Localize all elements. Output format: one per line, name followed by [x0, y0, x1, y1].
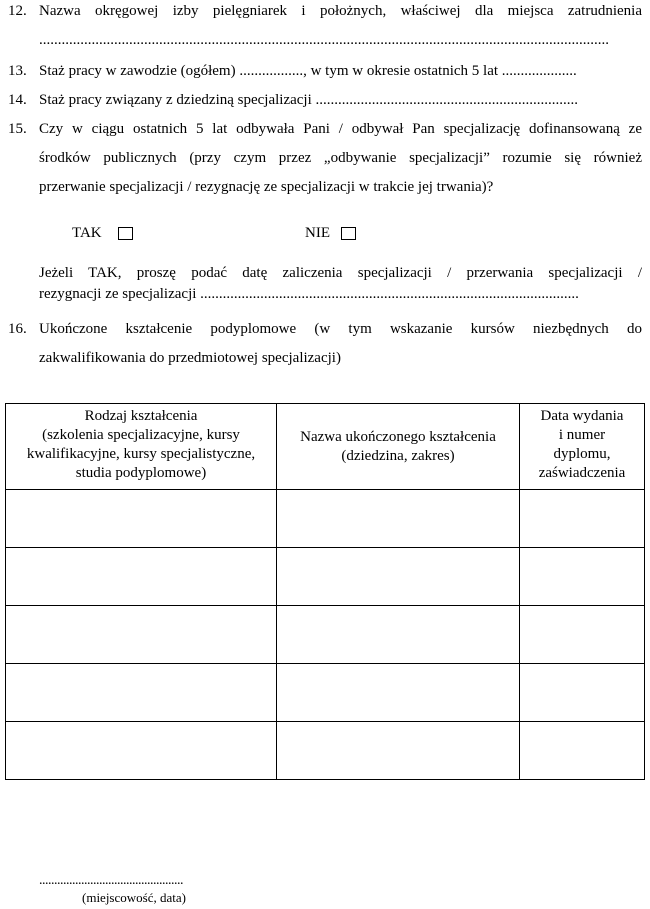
- table-cell[interactable]: [277, 664, 520, 722]
- question-text-line: Ukończone kształcenie podyplomowe (w tym wskazanie kursów niezbędnych do: [39, 321, 642, 337]
- table-cell[interactable]: [277, 606, 520, 664]
- table-cell[interactable]: [520, 548, 645, 606]
- table-cell[interactable]: [277, 722, 520, 780]
- answer-field-izba[interactable]: ........................................................................................................................................................: [39, 32, 609, 48]
- question-text-line: zakwalifikowania do przedmiotowej specjalizacji): [39, 350, 341, 366]
- table-cell[interactable]: [277, 490, 520, 548]
- education-table: [5, 403, 645, 780]
- header-line: dyplomu,: [553, 446, 611, 462]
- no-label: NIE: [305, 225, 330, 241]
- header-diploma-date: [520, 404, 645, 490]
- question-text: Staż pracy związany z dziedziną specjalizacji ......................................................................: [39, 92, 579, 108]
- header-line: Rodzaj kształcenia: [84, 408, 198, 424]
- yes-checkbox[interactable]: [118, 227, 133, 240]
- table-row: [6, 490, 645, 548]
- question-text: Staż pracy w zawodzie (ogółem) ................., w tym w okresie ostatnich 5 lat ....................: [39, 63, 577, 79]
- header-line: i numer: [558, 427, 606, 443]
- no-checkbox[interactable]: [341, 227, 356, 240]
- table-row: [6, 664, 645, 722]
- question-number: 12.: [8, 3, 27, 19]
- header-education-name: [277, 404, 520, 490]
- yes-label: TAK: [72, 225, 102, 241]
- table-cell[interactable]: [520, 722, 645, 780]
- table-row: [6, 606, 645, 664]
- table-cell[interactable]: [520, 490, 645, 548]
- header-line: Data wydania: [540, 408, 624, 424]
- question-text: Nazwa okręgowej izby pielęgniarek i położnych, właściwej dla miejsca zatrudnienia: [39, 3, 642, 19]
- question-number: 15.: [8, 121, 27, 137]
- table-row: [6, 722, 645, 780]
- table-cell[interactable]: [6, 664, 277, 722]
- question-text-line: środków publicznych (przy czym przez „odbywanie specjalizacji” rozumie się również: [39, 150, 642, 166]
- header-line: zaświadczenia: [538, 465, 626, 481]
- table-cell[interactable]: [6, 548, 277, 606]
- if-yes-text: rezygnacji ze specjalizacji .....................................................................................................: [39, 286, 579, 302]
- table-cell[interactable]: [6, 722, 277, 780]
- if-yes-text: Jeżeli TAK, proszę podać datę zaliczenia specjalizacji / przerwania specjalizacji /: [39, 265, 642, 281]
- header-line: studia podyplomowe): [75, 465, 207, 481]
- header-line: Nazwa ukończonego kształcenia: [300, 428, 496, 445]
- table-header-row: [6, 404, 645, 490]
- question-number: 14.: [8, 92, 27, 108]
- table-cell[interactable]: [6, 490, 277, 548]
- header-education-type: [6, 404, 277, 490]
- place-date-field[interactable]: ................................................: [39, 873, 183, 888]
- table-cell[interactable]: [520, 606, 645, 664]
- question-number: 13.: [8, 63, 27, 79]
- table-cell[interactable]: [520, 664, 645, 722]
- question-text-line: przerwanie specjalizacji / rezygnację ze specjalizacji w trakcie jej trwania)?: [39, 179, 494, 195]
- table-cell[interactable]: [6, 606, 277, 664]
- header-line: (szkolenia specjalizacyjne, kursy: [42, 427, 240, 443]
- table-row: [6, 548, 645, 606]
- question-text-line: Czy w ciągu ostatnich 5 lat odbywała Pani / odbywał Pan specjalizację dofinansowaną ze: [39, 121, 642, 137]
- header-line: (dziedzina, zakres): [341, 447, 455, 464]
- table-cell[interactable]: [277, 548, 520, 606]
- question-number: 16.: [8, 321, 27, 337]
- place-date-label: (miejscowość, data): [82, 890, 186, 905]
- header-line: kwalifikacyjne, kursy specjalistyczne,: [26, 446, 256, 462]
